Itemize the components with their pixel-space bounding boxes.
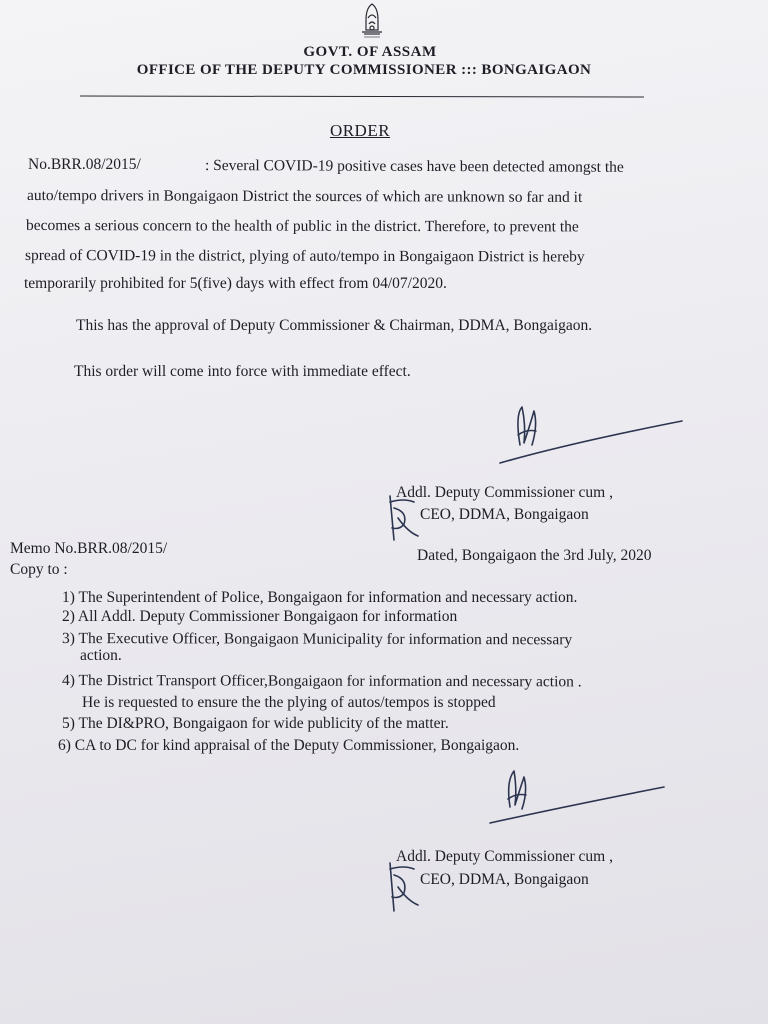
header-divider [80,96,644,98]
office-heading: OFFICE OF THE DEPUTY COMMISSIONER ::: BONGAIGAON [136,62,592,78]
order-body-line-3: becomes a serious concern to the health of public in the district. Therefore, to prevent the [25,217,579,236]
memo-reference: Memo No.BRR.08/2015/ [10,540,168,557]
signature-2-icon [482,765,672,840]
order-body-line-4: spread of COVID-19 in the district, plying of auto/tempo in Bongaigaon District is hereby [24,247,585,266]
copy-item-4-continued: He is requested to ensure the the plying of autos/tempos is stopped [82,694,496,711]
order-body-line-2: auto/tempo drivers in Bongaigaon District the sources of which are unknown so far and it [26,187,583,206]
copy-item-5: 5) The DI&PRO, Bongaigaon for wide publicity of the matter. [62,715,449,732]
signatory-office: CEO, DDMA, Bongaigaon [420,506,589,523]
signature-1-icon [490,395,690,480]
signatory-designation: Addl. Deputy Commissioner cum , [396,484,613,501]
order-body-line-5: temporarily prohibited for 5(five) days with effect from 04/07/2020. [24,275,447,292]
memo-date: Dated, Bongaigaon the 3rd July, 2020 [417,547,652,564]
copy-item-3: 3) The Executive Officer, Bongaigaon Municipality for information and necessary [61,630,573,649]
signatory-2-office: CEO, DDMA, Bongaigaon [420,871,589,888]
copy-item-1: 1) The Superintendent of Police, Bongaigaon for information and necessary action. [62,589,578,606]
copy-item-4: 4) The District Transport Officer,Bongaigaon for information and necessary action . [61,672,582,691]
order-body-line-1: : Several COVID-19 positive cases have been detected amongst the [204,157,624,176]
national-emblem-icon [352,0,392,40]
approval-text: This has the approval of Deputy Commissioner & Chairman, DDMA, Bongaigaon. [76,317,593,334]
signatory-2-designation: Addl. Deputy Commissioner cum , [396,848,613,865]
copy-item-6: 6) CA to DC for kind appraisal of the Deputy Commissioner, Bongaigaon. [58,737,520,754]
govt-heading: GOVT. OF ASSAM [303,44,437,60]
copy-to-label: Copy to : [10,561,68,578]
order-title: ORDER [329,121,391,140]
copy-item-3-continued: action. [80,647,122,664]
effect-text: This order will come into force with immediate effect. [74,363,411,380]
copy-item-2: 2) All Addl. Deputy Commissioner Bongaigaon for information [62,608,458,625]
order-reference: No.BRR.08/2015/ [28,156,141,173]
